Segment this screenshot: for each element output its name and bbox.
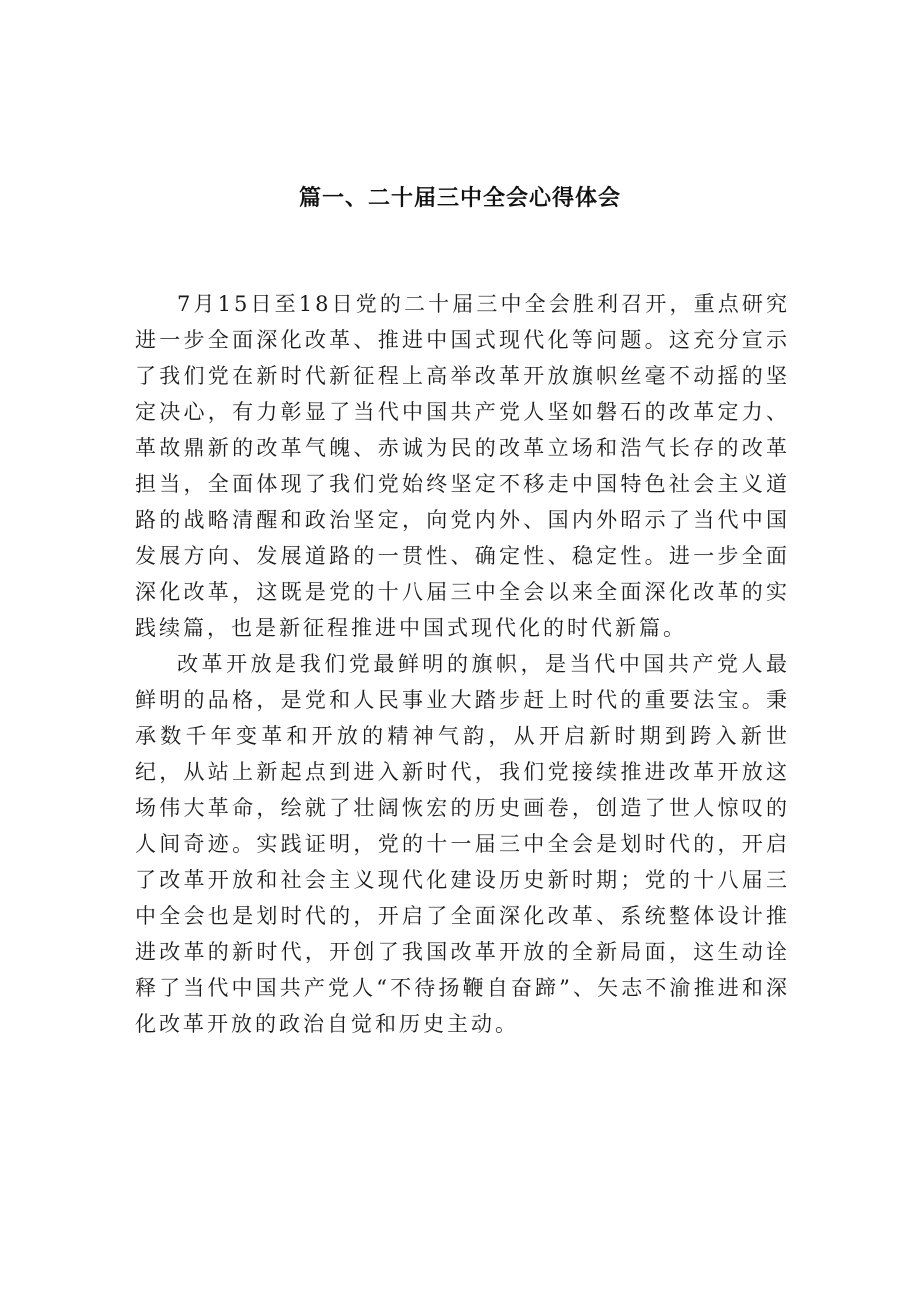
document-title: 篇一、二十届三中全会心得体会 [298,186,621,211]
paragraph-1: 7月15日至18日党的二十届三中全会胜利召开，重点研究进一步全面深化改革、推进中国式现代化等问题。这充分宣示了我们党在新时代新征程上高举改革开放旗帜丝毫不动摇的坚定决心，有力彰显了当代中国共产党人坚如磐石的改革定力、革故鼎新的改革气魄、赤诚为民的改革立场和浩气长存的改革担当，全面体现了我们党始终坚定不移走中国特色社会主义道路的战略清醒和政治坚定，向党内外、国内外昭示了当代中国发展方向、发展道路的一贯性、确定性、稳定性。进一步全面深化改革，这既是党的十八届三中全会以来全面深化改革的实践续篇，也是新征程推进中国式现代化的时代新篇。 [135,292,790,640]
paragraph-2: 改革开放是我们党最鲜明的旗帜，是当代中国共产党人最鲜明的品格，是党和人民事业大踏步赶上时代的重要法宝。秉承数千年变革和开放的精神气韵，从开启新时期到跨入新世纪，从站上新起点到进入新时代，我们党接续推进改革开放这场伟大革命，绘就了壮阔恢宏的历史画卷，创造了世人惊叹的人间奇迹。实践证明，党的十一届三中全会是划时代的，开启了改革开放和社会主义现代化建设历史新时期；党的十八届三中全会也是划时代的，开启了全面深化改革、系统整体设计推进改革的新时代，开创了我国改革开放的全新局面，这生动诠释了当代中国共产党人“不待扬鞭自奋蹄”、矢志不渝推进和深化改革开放的政治自觉和历史主动。 [135,652,790,1036]
document-body [135,286,790,1042]
